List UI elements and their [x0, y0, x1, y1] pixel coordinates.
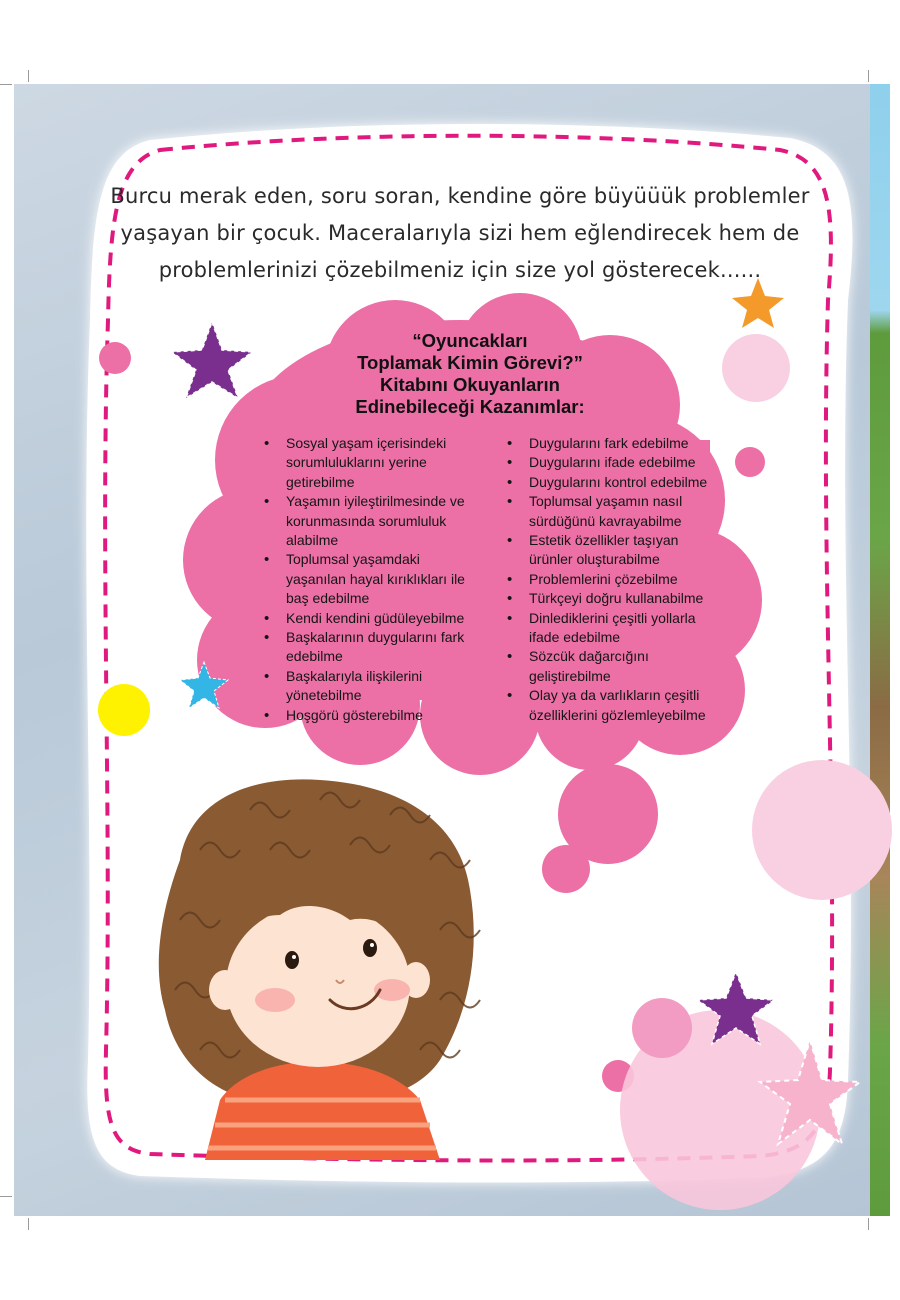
cloud-heading-line: Kitabını Okuyanların: [380, 374, 560, 395]
list-item: • Başkalarıyla ilişkilerini yönetebilme: [262, 667, 472, 706]
cloud-heading-line: Edinebileceği Kazanımlar:: [355, 396, 585, 417]
pink-dot: [99, 342, 131, 374]
list-item: • Olay ya da varlıkların çeşitli özelliklerini gözlemleyebilme: [505, 686, 720, 725]
list-item: • Hoşgörü gösterebilme: [262, 706, 472, 725]
cloud-heading: [290, 330, 650, 418]
cloud-heading-line: “Oyuncakları: [412, 330, 528, 351]
yellow-dot: [98, 684, 150, 736]
pink-dot: [632, 998, 692, 1058]
list-item: • Sözcük dağarcığını geliştirebilme: [505, 647, 720, 686]
list-item: • Toplumsal yaşamdaki yaşanılan hayal kırıklıkları ile baş edebilme: [262, 550, 472, 608]
list-item: • Duygularını fark edebilme: [505, 434, 720, 453]
list-item: • Kendi kendini güdüleyebilme: [262, 609, 472, 628]
list-item: • Duygularını kontrol edebilme: [505, 473, 720, 492]
list-item: • Duygularını ifade edebilme: [505, 453, 720, 472]
list-item: • Problemlerini çözebilme: [505, 570, 720, 589]
list-item: • Toplumsal yaşamın nasıl sürdüğünü kavrayabilme: [505, 492, 720, 531]
list-item: • Yaşamın iyileştirilmesinde ve korunmasında sorumluluk alabilme: [262, 492, 472, 550]
list-item: • Sosyal yaşam içerisindeki sorumluluklarını yerine getirebilme: [262, 434, 472, 492]
skills-list-left: [262, 434, 472, 725]
skills-list-right: [505, 434, 720, 725]
list-item: • Başkalarının duygularını fark edebilme: [262, 628, 472, 667]
light-pink-circle: [722, 334, 790, 402]
list-item: • Türkçeyi doğru kullanabilme: [505, 589, 720, 608]
pink-dot: [735, 447, 765, 477]
light-pink-circle: [752, 760, 892, 900]
cloud-heading-line: Toplamak Kimin Görevi?”: [357, 352, 583, 373]
list-item: • Estetik özellikler taşıyan ürünler oluşturabilme: [505, 531, 720, 570]
thought-bubble-medium: [542, 845, 590, 893]
list-item: • Dinlediklerini çeşitli yollarla ifade edebilme: [505, 609, 720, 648]
intro-paragraph: Burcu merak eden, soru soran, kendine göre büyüüük problemler yaşayan bir çocuk. Maceralarıyla sizi hem eğlendirecek hem de problemlerinizi çözebilmeniz için size yol gösterecek......: [110, 184, 810, 282]
